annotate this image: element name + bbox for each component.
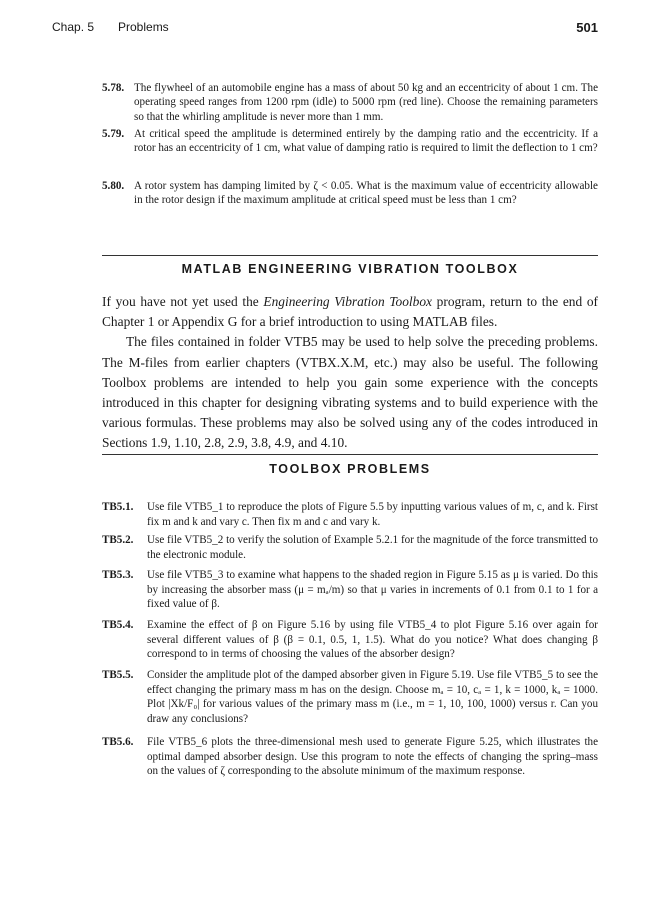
problem-text: Use file VTB5_3 to examine what happens to the shaded region in Figure 5.15 as μ is varied. Do this by increasing the absorber mass (μ = mₐ/m) so that μ varies in increments of 0.1 from 0.1 to 1 for a fixed value of β.	[147, 569, 598, 611]
problem-5-79	[102, 127, 598, 156]
running-head	[52, 20, 598, 38]
problem-text: Consider the amplitude plot of the damped absorber given in Figure 5.19. Use file VTB5_5 to see the effect changing the primary mass m has on the design. Choose mₐ = 10, cₐ = 1, k = 1000, kₐ = 1000. Plot |Xk/F₀| for various values of the primary mass m (i.e., m = 1, 10, 100, 1000) versus r. Can you draw any conclusions?	[147, 669, 598, 725]
problem-text: At critical speed the amplitude is determined entirely by the damping ratio and the eccentricity. If a rotor has an eccentricity of 1 cm, what value of damping ratio is required to limit the deflection to 1 cm?	[134, 128, 598, 155]
toolbox-problem-tb5-5	[102, 668, 598, 726]
page-number: 501	[576, 20, 598, 35]
problem-number: TB5.5.	[102, 669, 134, 681]
toolbox-title: Engineering Vibration Toolbox	[263, 294, 432, 309]
section-rule	[102, 454, 598, 455]
intro-paragraph-1	[102, 292, 598, 332]
problem-text: File VTB5_6 plots the three-dimensional mesh used to generate Figure 5.25, which illustrates the optimal damped absorber design. Use this program to note the effects of changing the spring–mass on the values of ζ corresponding to the absolute minimum of the maximum response.	[147, 736, 598, 778]
intro-paragraph-2: The files contained in folder VTB5 may be used to help solve the preceding problems. The M-files from earlier chapters (VTBX.X.M, etc.) may also be useful. The following Toolbox problems are intended to help you gain some experience with the concepts introduced in this chapter for designing vibrating systems and to build experience with the various formulas. These problems may also be solved using any of the codes introduced in Sections 1.9, 1.10, 2.8, 2.9, 3.8, 4.9, and 4.10.	[102, 334, 598, 451]
toolbox-problem-tb5-1	[102, 500, 598, 529]
toolbox-problem-tb5-2	[102, 533, 598, 562]
intro-text-b: program, return to the end of Chapter 1 or Appendix G for a brief introduction to using MATLAB files.	[102, 294, 599, 330]
problem-text: Use file VTB5_2 to verify the solution of Example 5.2.1 for the magnitude of the force transmitted to the electronic module.	[147, 534, 598, 561]
problem-number: 5.78.	[102, 82, 125, 94]
section-label: Problems	[118, 20, 169, 34]
problem-number: 5.79.	[102, 128, 125, 140]
toolbox-problem-tb5-3	[102, 568, 598, 612]
toolbox-section-heading: TOOLBOX PROBLEMS	[269, 462, 431, 476]
chapter-label: Chap. 5	[52, 20, 95, 34]
problem-text: The flywheel of an automobile engine has a mass of about 50 kg and an eccentricity of about 1 cm. The operating speed ranges from 1200 rpm (idle) to 5000 rpm (red line). Choose the remaining parameters so that the whirling amplitude is never more than 1 mm.	[134, 82, 598, 123]
problem-number: TB5.1.	[102, 501, 134, 513]
section-rule	[102, 255, 598, 256]
intro-text-a: If you have not yet used the	[102, 294, 264, 309]
matlab-section-heading: MATLAB ENGINEERING VIBRATION TOOLBOX	[181, 262, 519, 276]
problem-number: TB5.2.	[102, 534, 134, 546]
toolbox-problem-tb5-4	[102, 618, 598, 662]
problem-text: A rotor system has damping limited by ζ < 0.05. What is the maximum value of eccentricity allowable in the rotor design if the maximum amplitude at critical speed must be less than 1 cm?	[134, 180, 598, 207]
problem-5-80	[102, 179, 598, 208]
matlab-intro	[102, 292, 598, 454]
problem-number: 5.80.	[102, 180, 125, 192]
problem-text: Examine the effect of β on Figure 5.16 by using file VTB5_4 to plot Figure 5.16 over again for several different values of β (β = 0.1, 0.5, 1, 1.5). What do you notice? What does changing β correspond to in terms of choosing the values of the absorber design?	[147, 619, 598, 661]
problem-number: TB5.4.	[102, 619, 134, 631]
toolbox-problem-tb5-6	[102, 735, 598, 779]
problem-number: TB5.3.	[102, 569, 134, 581]
problem-text: Use file VTB5_1 to reproduce the plots of Figure 5.5 by inputting various values of m, c, and k. First fix m and k and vary c. Then fix m and c and vary k.	[147, 501, 598, 528]
problem-5-78	[102, 81, 598, 124]
problem-number: TB5.6.	[102, 736, 134, 748]
